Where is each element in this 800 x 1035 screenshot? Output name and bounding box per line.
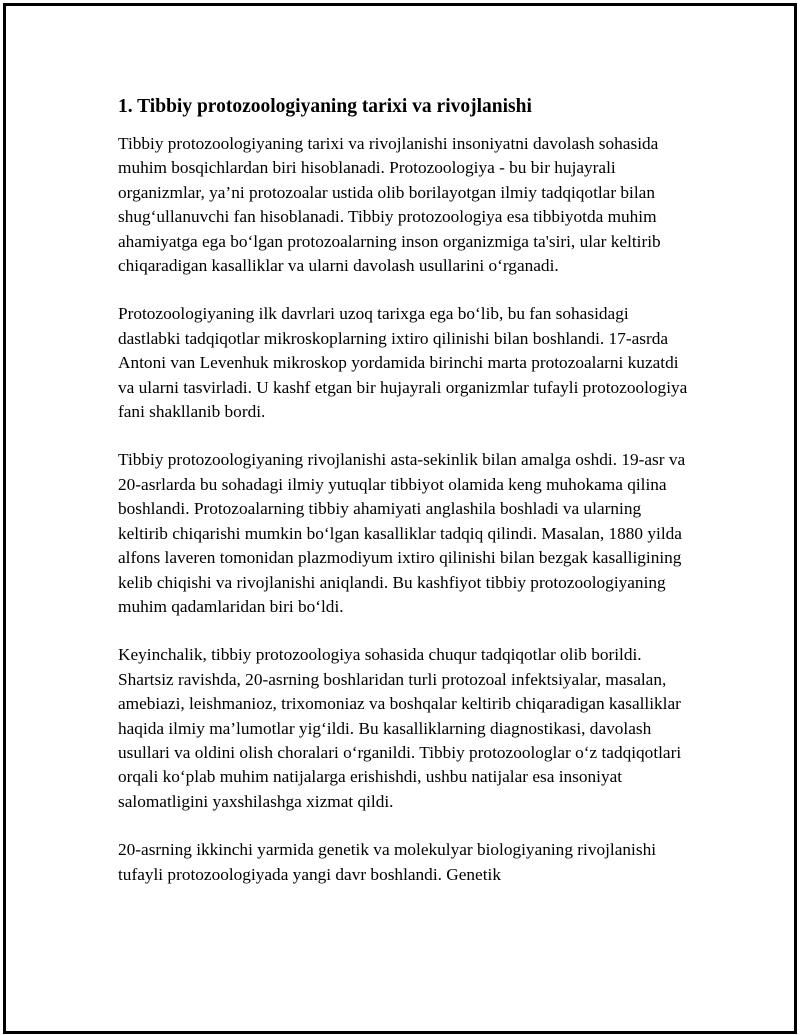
- section-heading: 1. Tibbiy protozoologiyaning tarixi va rivojlanishi: [118, 96, 532, 117]
- paragraph: Protozoologiyaning ilk davrlari uzoq tarixga ega bo‘lib, bu fan sohasidagi dastlabki tadqiqotlar mikroskoplarning ixtiro qilinishi bilan boshlandi. 17-asrda Antoni van Levenhuk mikroskop yordamida birinchi marta protozoalarni kuzatdi va ularni tasvirladi. U kashf etgan bir hujayrali organizmlar tufayli protozoologiya fani shakllanib bordi.: [118, 304, 688, 422]
- paragraph: Keyinchalik, tibbiy protozoologiya sohasida chuqur tadqiqotlar olib borildi. Shartsiz ravishda, 20-asrning boshlaridan turli protozoal infektsiyalar, masalan, amebiazi, leishmanioz, trixomoniaz va boshqalar keltirib chiqaradigan kasalliklar haqida ilmiy ma’lumotlar yig‘ildi. Bu kasalliklarning diagnostikasi, davolash usullari va oldini olish choralari o‘rganildi. Tibbiy protozoologlar o‘z tadqiqotlari orqali ko‘plab muhim natijalarga erishishdi, ushbu natijalar esa insoniyat salomatligini yaxshilashga xizmat qildi.: [118, 645, 682, 811]
- document-body: [118, 94, 693, 911]
- paragraph: Tibbiy protozoologiyaning rivojlanishi asta-sekinlik bilan amalga oshdi. 19-asr va 20-asrlarda bu sohadagi ilmiy yutuqlar tibbiyot olamida keng muhokama qilina boshlandi. Protozoalarning tibbiy ahamiyati anglashila boshladi va ularning keltirib chiqarishi mumkin bo‘lgan kasalliklar tadqiq qilindi. Masalan, 1880 yilda alfons laveren tomonidan plazmodiyum ixtiro qilinishi bilan bezgak kasalligining kelib chiqishi va rivojlanishi aniqlandi. Bu kashfiyot tibbiy protozoologiyaning muhim qadamlaridan biri bo‘ldi.: [118, 450, 686, 616]
- paragraph: Tibbiy protozoologiyaning tarixi va rivojlanishi insoniyatni davolash sohasida muhim bosqichlardan biri hisoblanadi. Protozoologiya - bu bir hujayrali organizmlar, ya’ni protozoalar ustida olib borilayotgan ilmiy tadqiqotlar bilan shug‘ullanuvchi fan hisoblanadi. Tibbiy protozoologiya esa tibbiyotda muhim ahamiyatga ega bo‘lgan protozoalarning inson organizmiga ta'siri, ular keltirib chiqaradigan kasalliklar va ularni davolash usullarini o‘rganadi.: [118, 134, 661, 276]
- paragraph: 20-asrning ikkinchi yarmida genetik va molekulyar biologiyaning rivojlanishi tufayli protozoologiyada yangi davr boshlandi. Genetik: [118, 840, 657, 884]
